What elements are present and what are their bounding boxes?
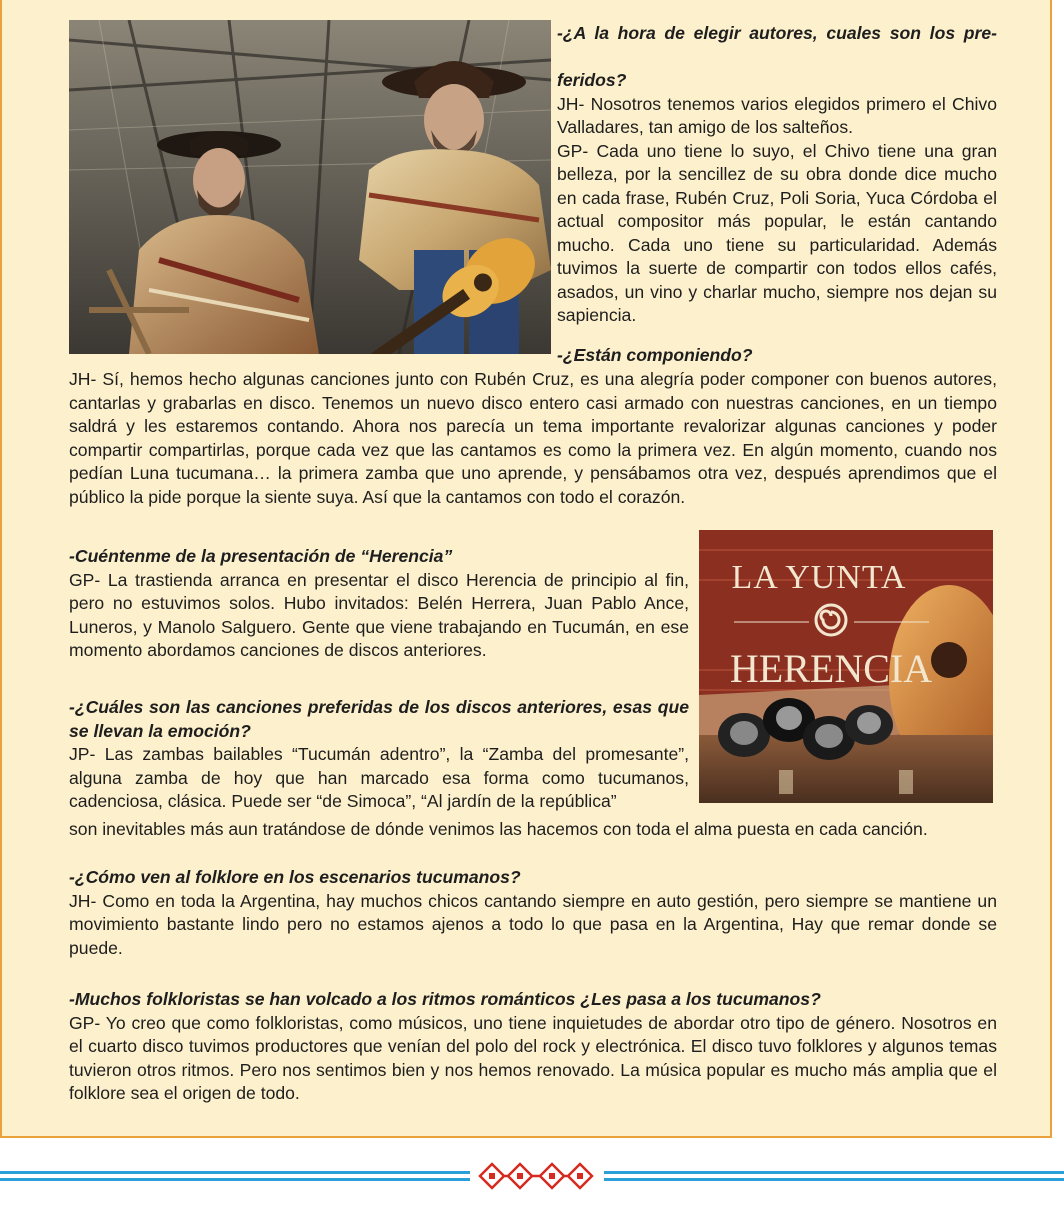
question-1-line-1: -¿A la hora de elegir autores, cuales son los pre- — [557, 23, 997, 43]
answer-4b-block — [69, 818, 997, 842]
answer-4a: JP- Las zambas bailables “Tucumán adentro”, la “Zamba del promesante”, alguna zamba de hoy que han marcado esa forma como tucumanos, cadenciosa, clásica. Puede ser “de Simoca”, “Al jardín de la república” — [69, 744, 689, 811]
answer-6: GP- Yo creo que como folkloristas, como músicos, uno tiene inquietudes de abordar otro tipo de género. Nosotros en el cuarto disco tuvimos productores que venían del polo del rock y electrónica. El disco tuvo folklores y algunos temas tuvieron otros ritmos. Pero nos sentimos bien y nos hemos renovado. La música popular es mucho más amplia que el folklore sea el origen de todo. — [69, 1012, 997, 1103]
question-6: -Muchos folkloristas se han volcado a los ritmos románticos ¿Les pasa a los tucumanos? — [69, 989, 821, 1009]
q6-block — [69, 988, 997, 1106]
rule-right-top — [604, 1171, 1064, 1174]
album-cover-herencia — [699, 530, 993, 803]
andean-ornament-icon — [478, 1162, 594, 1190]
question-5: -¿Cómo ven al folklore en los escenarios tucumanos? — [69, 867, 521, 887]
duo-photo — [69, 20, 551, 354]
question-3: -Cuéntenme de la presentación de “Herencia” — [69, 546, 453, 566]
answer-1a: JH- Nosotros tenemos varios elegidos primero el Chivo Valladares, tan amigo de los salteños. — [557, 93, 997, 137]
q3-block — [69, 545, 689, 663]
q1-block — [557, 22, 997, 328]
rule-left-bottom — [0, 1178, 470, 1181]
rule-left-top — [0, 1171, 470, 1174]
album-band-name: LA YUNTA — [731, 559, 907, 596]
q4-block — [69, 696, 689, 814]
question-4: -¿Cuáles son las canciones preferidas de los discos anteriores, esas que se llevan la emoción? — [69, 697, 689, 741]
rule-right-bottom — [604, 1178, 1064, 1181]
answer-2-block — [69, 368, 997, 509]
question-2: -¿Están componiendo? — [557, 345, 753, 365]
answer-2: JH- Sí, hemos hecho algunas canciones junto con Rubén Cruz, es una alegría poder componer con buenos autores, cantarlas y grabarlas en disco. Tenemos un nuevo disco entero casi armado con nuestras canciones, en un tiempo saldrá y les estaremos contando. Ahora nos parecía un tema importante revalorizar algunas canciones y poder compartir compartirlas, porque cada vez que las cantamos es como la primera vez. En algún momento, cuando nos pedían Luna tucumana… la primera zamba que uno aprende, y pensábamos otra vez, después aprendimos que el público la pide porque la siente suya. Así que la cantamos con todo el corazón. — [69, 369, 997, 507]
answer-3: GP- La trastienda arranca en presentar el disco Herencia de principio al fin, pero no estuvimos solos. Hubo invitados: Belén Herrera, Juan Pablo Ance, Luneros, y Manolo Salguero. Gente que viene trabajando en Tucumán, en ese momento abordamos canciones de discos anteriores. — [69, 569, 689, 660]
question-1-line-2: feridos? — [557, 70, 627, 90]
q5-block — [69, 866, 997, 960]
answer-4b: son inevitables más aun tratándose de dónde venimos las hacemos con toda el alma puesta en cada canción. — [69, 819, 928, 839]
q2-heading-block — [557, 344, 997, 368]
answer-5: JH- Como en toda la Argentina, hay muchos chicos cantando siempre en auto gestión, pero siempre se mantiene un movimiento bastante lindo pero no estamos ajenos a todo lo que pasa en la Argentina, Hay que remar donde se puede. — [69, 890, 997, 958]
album-title: HERENCIA — [729, 646, 933, 691]
footer-rule — [0, 1160, 1064, 1200]
answer-1b: GP- Cada uno tiene lo suyo, el Chivo tiene una gran belleza, por la sencillez de su obra donde dice mucho en cada frase, Rubén Cruz, Poli Soria, Yuca Córdoba el actual compositor más popular, le están cantando mucho. Cada uno tiene su particularidad. Además tuvimos la suerte de compartir con todos ellos cafés, asados, un vino y charlar mucho, siempre nos dejan su sapiencia. — [557, 140, 997, 325]
